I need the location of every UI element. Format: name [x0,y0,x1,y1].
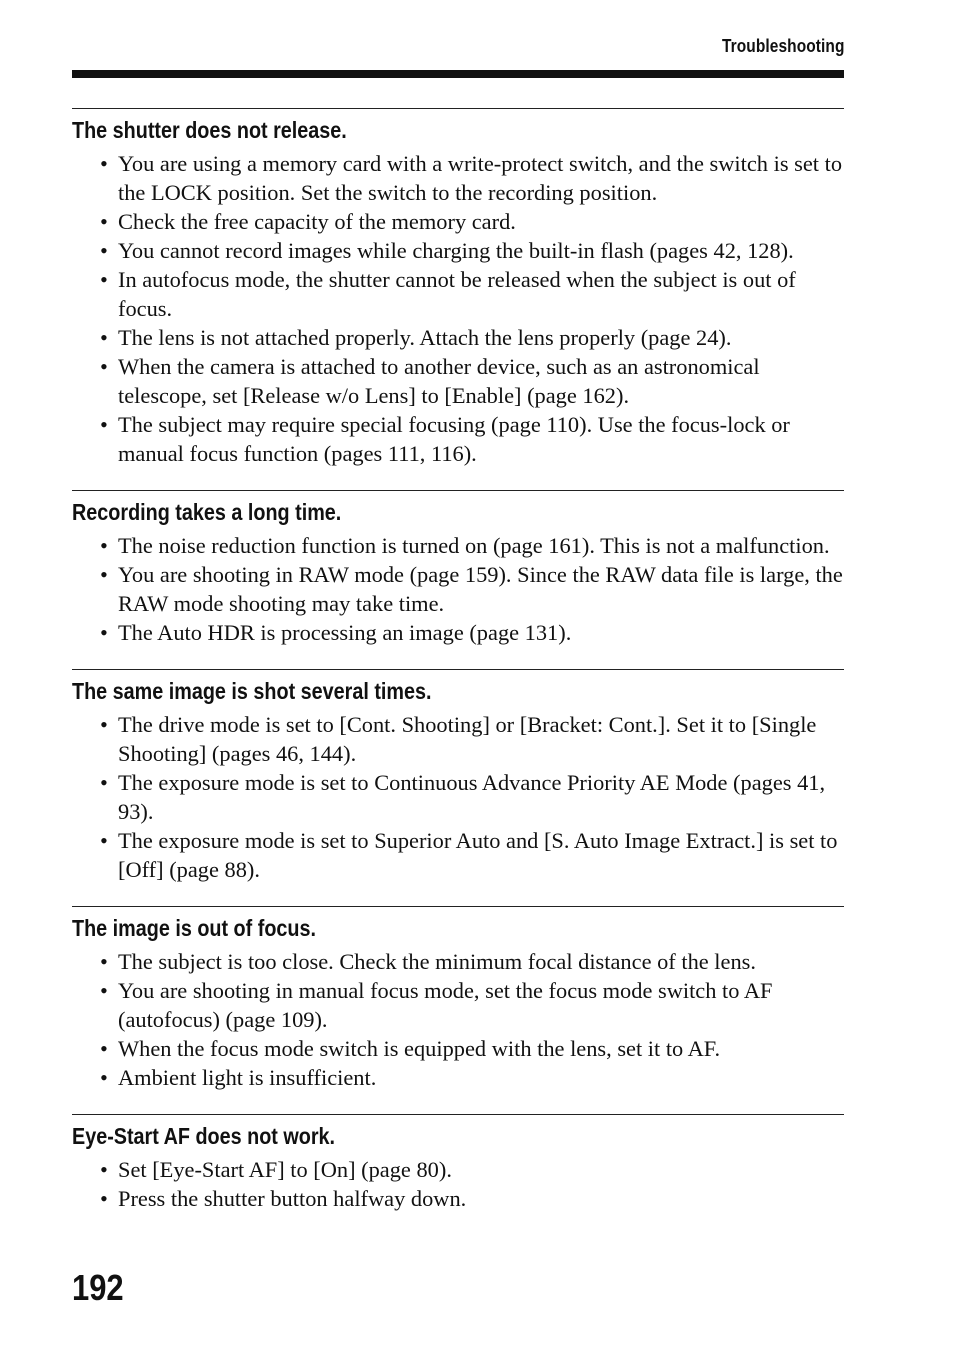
list-item: • When the focus mode switch is equipped with the lens, set it to AF. [72,1034,844,1063]
list-item: • You are shooting in RAW mode (page 159). Since the RAW data file is large, the RAW mode shooting may take time. [72,560,844,618]
section-same-image-several-times [72,669,844,884]
troubleshooting-content [72,108,844,1213]
list-item: • Set [Eye-Start AF] to [On] (page 80). [72,1155,844,1184]
page-number: 192 [72,1267,124,1308]
list-item: • The Auto HDR is processing an image (page 131). [72,618,844,647]
list-item: • The noise reduction function is turned on (page 161). This is not a malfunction. [72,531,844,560]
bullet-list [72,710,844,884]
list-item: • In autofocus mode, the shutter cannot be released when the subject is out of focus. [72,265,844,323]
section-title: The image is out of focus. [72,915,316,941]
list-item: • You are using a memory card with a write-protect switch, and the switch is set to the LOCK position. Set the switch to the recording position. [72,149,844,207]
section-title: Eye-Start AF does not work. [72,1123,336,1149]
running-header: Troubleshooting [721,36,844,56]
bullet-list [72,531,844,647]
list-item: • You are shooting in manual focus mode, set the focus mode switch to AF (autofocus) (page 109). [72,976,844,1034]
section-title: Recording takes a long time. [72,499,342,525]
section-title: The same image is shot several times. [72,678,432,704]
bullet-list [72,1155,844,1213]
bullet-list [72,947,844,1092]
section-eye-start-af [72,1114,844,1213]
list-item: • The exposure mode is set to Continuous Advance Priority AE Mode (pages 41, 93). [72,768,844,826]
list-item: • Ambient light is insufficient. [72,1063,844,1092]
section-recording-long-time [72,490,844,647]
list-item: • The drive mode is set to [Cont. Shooting] or [Bracket: Cont.]. Set it to [Single Shooting] (pages 46, 144). [72,710,844,768]
section-image-out-of-focus [72,906,844,1092]
list-item: • The lens is not attached properly. Attach the lens properly (page 24). [72,323,844,352]
list-item: • The subject is too close. Check the minimum focal distance of the lens. [72,947,844,976]
section-shutter-not-release [72,108,844,468]
list-item: • The subject may require special focusing (page 110). Use the focus-lock or manual focus function (pages 111, 116). [72,410,844,468]
list-item: • You cannot record images while charging the built-in flash (pages 42, 128). [72,236,844,265]
list-item: • Press the shutter button halfway down. [72,1184,844,1213]
list-item: • The exposure mode is set to Superior Auto and [S. Auto Image Extract.] is set to [Off] (page 88). [72,826,844,884]
header-rule [72,70,844,78]
list-item: • When the camera is attached to another device, such as an astronomical telescope, set [Release w/o Lens] to [Enable] (page 162). [72,352,844,410]
section-title: The shutter does not release. [72,117,347,143]
list-item: • Check the free capacity of the memory card. [72,207,844,236]
bullet-list [72,149,844,468]
